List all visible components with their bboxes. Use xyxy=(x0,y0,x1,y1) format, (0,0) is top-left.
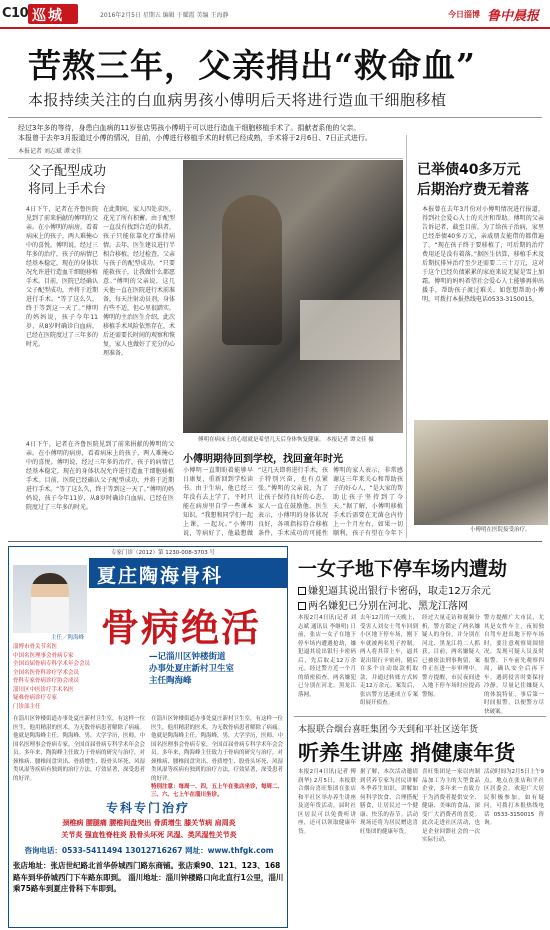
sidebar-text: 本报曾在去年3月份对小傅明情况进行报道，得到社会爱心人士的关注和帮助。傅明的父亲告诉记者，截至目前，为了给孩子治病，家里已经举债40多万元，亲戚朋友能借的都借遍了。“现在孩子终于要移植了，可后期的治疗费用还是没有着落。”据医生估算，移植手术及后期抗排异治疗至少还需要二三十万元，这对于这个已经负债累累的家庭来说无疑是雪上加霜。傅明的妈妈希望社会爱心人士能够再伸出援手，帮助孩子渡过难关。如您想帮助小傅明，可拨打本报热线电话0533-3150015。 xyxy=(422,206,544,303)
deck-marker xyxy=(298,602,306,610)
sidebar-caption: 小傅明在医院接受治疗。 xyxy=(470,527,531,533)
dateline: 2016年2月5日 星期五 编辑 于耀霞 美编 王海静 xyxy=(100,12,229,19)
story2-headline: 一女子地下停车场内遭劫 xyxy=(298,558,508,580)
divider xyxy=(294,716,546,717)
lead-column-3: 小傅明一直期盼着能够早日康复，重新回到学校读书。由于生病，他已经三年没有去上学了，平时只能在病房里自学一些课本知识。“我想和同学们一起上课，一起玩。”小傅明说，等病好了，他最想做 xyxy=(183,467,253,537)
story3-headline: 听养生讲座 捎健康年货 xyxy=(298,740,516,765)
brand-logo: 鲁中晨报 xyxy=(487,9,540,24)
lead-intro xyxy=(18,123,548,143)
photo-caption: 傅明在病床上的心愿就是希望几天后身体恢复健康。 本报记者 谭文佳 摄 xyxy=(198,437,374,443)
lead-intro-line2: 本报曾于去年3月报道过小傅的情况，目前，小傅进行移植手术的时机已经成熟，手术将于2月6日、7日正式进行。 xyxy=(18,134,372,142)
ad-license: 专家门诊（2012）第 1230-008-3703 号 xyxy=(111,550,215,556)
story2-column-1: 本报2月4日讯(记者 刘志斌 通讯员 李继明) 日前，张店一女子在地下停车场内遭遇抢劫，嫌犯逼其说出银行卡密码后，先后取走12万余元。经过警方近一个月的缜密侦查，两名嫌犯已分别在河北、黑龙江落网。 xyxy=(298,615,356,698)
divider xyxy=(8,541,542,542)
subhead-2: 小傅明期待回到学校，找回童年时光 xyxy=(183,454,343,465)
byline: 本报记者 刘志斌 谭文佳 xyxy=(18,148,82,155)
ad-special-note: 特别注意：每周一、四，五上午在张店坐诊，每周二、三、六、七上午在淄川坐诊。 xyxy=(151,784,284,798)
lead-column-2: 在此期间，家人四处求医，花光了所有积蓄。由于配型一直没有找到合适的供者，孩子只能依靠化疗维持病情。去年，医生建议进行半相合移植，经过检查，父亲与孩子的配型成功。“只要能救孩子，让我做什么都愿意。”傅明的父亲说，这几天他一直在医院进行术前准备，每天注射动员剂，身体有些不适，但心里很踏实。傅明的主治医生介绍，此次移植手术风险依然存在，术后还需要长时间的观察和恢复，家人也做好了充分的心理准备。 xyxy=(103,206,175,357)
doctor-figure xyxy=(31,573,69,633)
lead-intro-line1: 经过3年多的等待，身患白血病的11岁张店男孩小傅明于可以进行造血干细胞移植手术了。捐献者系他的父亲。 xyxy=(18,124,361,132)
page-number: C10 xyxy=(2,6,29,21)
header-rule xyxy=(0,27,550,29)
lead-column-5: 傅明的家人表示，非常感谢这三年来关心和帮助孩子的好心人，“是大家的帮助让孩子坚持到了今天。”据了解，小傅明移植手术后需要在无菌仓内待上一个月左右，如果一切顺利，孩子有望在今年下 xyxy=(333,467,403,537)
story2-column-2: 去年12月的一天晚上，受害人刘女士驾车回到小区地下停车场，刚下车就被两名男子控制。两人将其带上车，逼其说出银行卡密码，随后在多个自动取款机取款，并通过转账方式转走12万余元。案发后，张店警方迅速成立专案组展开侦查。 xyxy=(360,615,418,706)
ad-subtitle: —记淄川区钟楼街道 办事处夏庄新村卫生室 主任陶海峰 xyxy=(149,652,235,686)
deck-marker xyxy=(298,587,306,595)
story2-deck-text-2: 两名嫌犯已分别在河北、黑龙江落网 xyxy=(308,601,468,612)
ad-big-title: 骨病绝活 xyxy=(101,605,262,650)
sidebar-title: 已举债40多万元 后期治疗费无着落 xyxy=(417,162,529,198)
doctor-name: 主任／陶海峰 xyxy=(51,635,85,641)
lead-column-1: 4日下午，记者在齐鲁医院见到了前来捐献的傅明的父亲。在小傅明的病房，看着病床上的孩子，两人难掩心中的喜悦。傅明说，经过三年多的治疗，孩子的病情已经基本稳定，现在的身体状况允许进行造血干细胞移植手术。目前，医院已经确认父子配型成功，并将于近期进行手术。“等了这么久，终于等到这一天了。”傅明的妈妈说，孩子今年11岁，从8岁时确诊白血病，已经在医院度过了三年多的时光。 xyxy=(26,206,98,348)
ad-phone: 咨询电话：0533-5411494 13012716267 网址：www.thfgk.com xyxy=(24,846,274,855)
story2-deck-2 xyxy=(298,597,550,612)
story2-column-3: 经过大量走访和视频分析，警方锁定了两名嫌疑人的身份，并分别在河北、黑龙江将二人抓获。目前，两名嫌疑人已被依法刑事拘留，案件正在进一步审理中。警方提醒，市民夜间进入地下停车场时应提高警惕。 xyxy=(422,615,480,698)
lead-photo-figure xyxy=(222,195,282,345)
divider xyxy=(8,158,403,159)
section-title: 巡城 xyxy=(32,8,64,24)
ad-body-1: 在淄川区钟楼街道办事处夏庄新村卫生室，有这样一位医生，他用精湛的医术，为无数骨病患者解除了病痛。他就是陶海峰主任。陶海峰，男，大学学历，医师。中国名医理事会骨病专家，全国首届骨病专科学术年会会员。多年来，陶海峰主任致力于骨病的研究与治疗，对颈椎病、腰椎间盘突出、骨质增生、股骨头坏死、风湿类风湿等疾病有独到的治疗方法，疗效显著，深受患者的好评。 xyxy=(13,716,145,782)
ad-clinic-list: 颈椎病 腰腿痛 腰椎间盘突出 骨质增生 膝关节病 肩周炎 关节炎 强直性脊柱炎 股骨头坏死 风湿、类风湿性关节炎 xyxy=(61,819,237,839)
story3-kicker: 本报联合烟台喜旺集团今天到和平社区送年货 xyxy=(298,725,479,735)
doctor-photo xyxy=(13,565,87,633)
doctor-credentials: 淄博市骨关节名医 中国名医理事会骨病专家 全国首届骨病专科学术年会会员 全国名医骨科诊疗学术会员 骨科专家骨病诊疗协会成员 淄川区中医诊疗手术名医 疑难骨病诊疗专家 门诊部主任 xyxy=(13,644,91,710)
ad-clinic-title: 专科专门治疗 xyxy=(105,801,190,815)
sidebar-photo xyxy=(414,420,548,525)
ad-body-2: 在淄川区钟楼街道办事处夏庄新村卫生室，有这样一位医生，他用精湛的医术，为无数骨病患者解除了病痛。他就是陶海峰主任。陶海峰，男，大学学历，医师。中国名医理事会骨病专家，全国首届骨病专科学术年会会员。多年来，陶海峰主任致力于骨病的研究与治疗，对颈椎病、腰椎间盘突出、骨质增生、股骨头坏死、风湿类风湿等疾病有独到的治疗方法，疗效显著，深受患者的好评。 xyxy=(151,716,283,782)
story3-column-3: 喜旺集团是一家以肉制品加工为主的大型食品企业，多年来一直致力于为消费者提供安全、健康、美味的食品，深受广大消费者的喜爱。此次走进社区活动，也是企业回馈社会的一次实际行动。 xyxy=(422,769,480,843)
lead-photo xyxy=(183,160,403,433)
ad-hospital-name: 夏庄陶海骨科 xyxy=(97,565,224,587)
subhead-1: 父子配型成功 将同上手术台 xyxy=(28,164,107,197)
ad-block xyxy=(8,546,288,928)
page-header xyxy=(0,0,550,30)
lead-column-4: “这几天即将进行手术，孩子特别兴奋，也有点紧张。”傅明的父亲说，为了让孩子保持良好的心态，家人一直在鼓励他。医生表示，小傅明的身体状况良好，各项指标符合移植条件，手术成功的可能性 xyxy=(258,467,328,537)
brand-small: 今日淄博 xyxy=(448,10,480,19)
story3-column-1: 本报2月4日讯(记者 傅润华) 2月5日，本报联合烟台喜旺集团在张店和平社区举办养生讲座及送年货活动，届时社区居民可以免费听讲座，还可以领取健康年货。 xyxy=(298,769,356,835)
story3-column-4: 活动时间为2月5日上午9点，地点在张店和平社区居委会。欢迎广大居民积极参加。如有疑问，可拨打本报热线电话0533-3150015咨询。 xyxy=(484,769,544,826)
lead-subheadline: 本报持续关注的白血病男孩小傅明后天将进行造血干细胞移植 xyxy=(28,91,447,109)
story3-column-2: 据了解，本次活动邀请到营养专家为居民讲解冬季养生知识，讲解如何科学饮食、合理搭配膳食，让居民过一个健康、快乐的春节。活动现场还将为居民赠送喜旺集团的健康年货。 xyxy=(360,769,418,835)
lead-photo-bed xyxy=(300,300,400,360)
story2-column-4: 警方提醒广大市民，尤其是女性车主，夜间独自驾车进出地下停车场时，要注意观察周围情况，发现可疑人员及时报警。下车前先观察四周，确认安全后再下车。遇到侵害时要保持冷静，尽量记住嫌疑人的体貌特征，事后第一时间报警，以便警方尽快破案。 xyxy=(484,615,544,714)
divider xyxy=(8,117,542,118)
lead-headline: 苦熬三年，父亲捐出“救命血” xyxy=(28,46,476,85)
column-rule xyxy=(406,135,407,538)
ad-address: 张店地址：张店世纪路北首华侨城西门路东商铺。张店乘90、121、123、168路车到华侨城西门下车路东即到。 淄川地址：淄川钟楼路口向北直行1公里，淄川乘75路车到夏庄骨科下车即到。 xyxy=(13,861,284,893)
story2-deck-1 xyxy=(298,582,550,597)
lead-column-1b: 4日下午，记者在齐鲁医院见到了前来捐献的傅明的父亲。在小傅明的病房，看着病床上的孩子，两人难掩心中的喜悦。傅明说，经过三年多的治疗，孩子的病情已经基本稳定，现在的身体状况允许进行造血干细胞移植手术。目前，医院已经确认父子配型成功，并将于近期进行手术。“等了这么久，终于等到这一天了。”傅明的妈妈说，孩子今年11岁，从8岁时确诊白血病，已经在医院度过了三年多的时光。 xyxy=(26,441,174,511)
story2-deck-text-1: 嫌犯逼其说出银行卡密码，取走12万余元 xyxy=(308,586,491,597)
